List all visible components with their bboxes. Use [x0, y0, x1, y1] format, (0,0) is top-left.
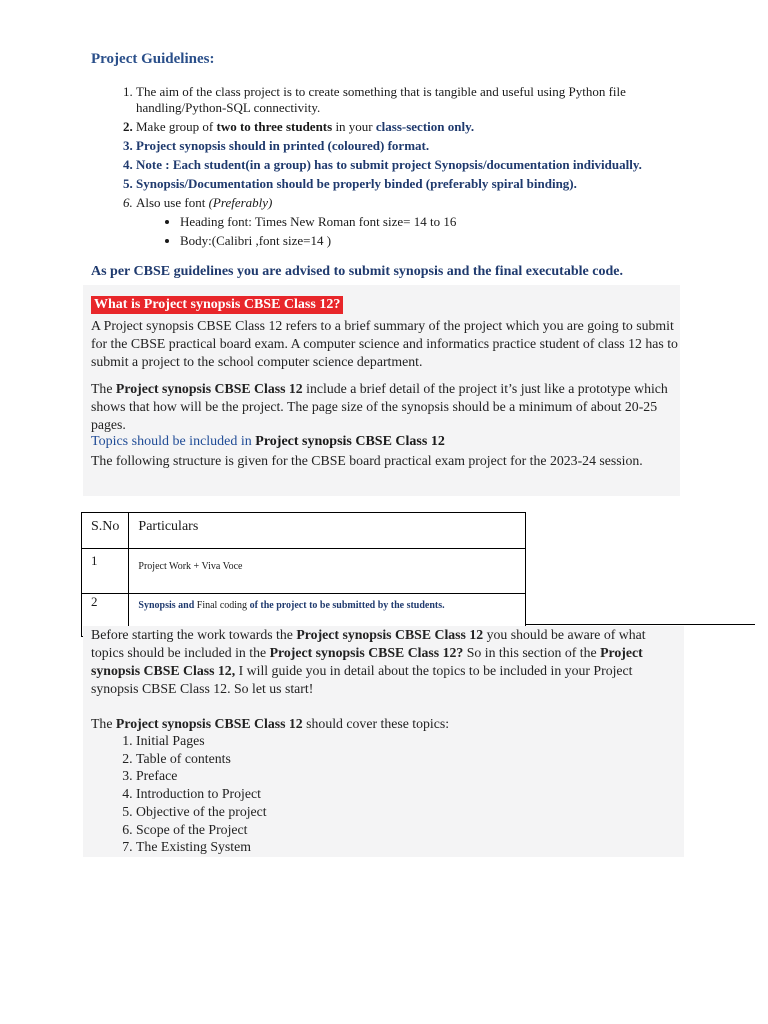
paragraph-1: A Project synopsis CBSE Class 12 refers to a brief summary of the project which you are going to submit for the CBSE practical board exam. A computer science and informatics practice student of class 12 has to submit a project to the school computer science department. [91, 318, 678, 369]
bullet-item: • Heading font: Times New Roman font size= 14 to 16 [180, 214, 716, 230]
guideline-item: 5. Synopsis/Documentation should be properly binded (preferably spiral binding). [136, 176, 716, 192]
guideline-item: 2. Make group of two to three students in your class-section only. [136, 119, 716, 135]
topics-line: Topics should be included in Project synopsis CBSE Class 12 [91, 434, 445, 449]
paragraph-5: The Project synopsis CBSE Class 12 should cover these topics: [91, 716, 450, 731]
table-cell: Synopsis and Final coding of the project to be submitted by the students. [129, 594, 526, 637]
font-bullets [136, 214, 716, 249]
structure-table [81, 512, 526, 637]
guideline-item: 1. The aim of the class project is to create something that is tangible and useful using Python file handling/Python-SQL connectivity. [136, 84, 716, 116]
list-item: 2. Table of contents [136, 750, 267, 768]
guideline-item: 6. Also use font (Preferably) • Heading font: Times New Roman font size= 14 to 16 • Body:(Calibri ,font size=14 ) [136, 195, 716, 249]
table-header-row [82, 513, 526, 549]
topic-list [91, 732, 267, 856]
paragraph-3: The following structure is given for the CBSE board practical exam project for the 2023-24 session. [91, 453, 643, 468]
table-cell: 2 [82, 594, 129, 637]
list-item: 6. Scope of the Project [136, 821, 267, 839]
guidelines-list [91, 84, 716, 252]
cbse-note: As per CBSE guidelines you are advised to submit synopsis and the final executable code. [91, 264, 623, 279]
guideline-item: 4. Note : Each student(in a group) has to submit project Synopsis/documentation individually. [136, 157, 716, 173]
page-heading: Project Guidelines: [91, 51, 215, 67]
paragraph-2: The Project synopsis CBSE Class 12 include a brief detail of the project it’s just like a prototype which shows that how will be the project. The page size of the synopsis should be a minimum of about 20-25 pages. [91, 381, 668, 432]
table-row [82, 549, 526, 594]
table-header-cell: S.No [82, 513, 129, 549]
bullet-item: • Body:(Calibri ,font size=14 ) [180, 233, 716, 249]
guideline-item: 3. Project synopsis should in printed (coloured) format. [136, 138, 716, 154]
list-item: 5. Objective of the project [136, 803, 267, 821]
list-item: 7. The Existing System [136, 838, 267, 856]
paragraph-4: Before starting the work towards the Project synopsis CBSE Class 12 you should be aware of what topics should be included in the Project synopsis CBSE Class 12? So in this section of the Project synopsis CBSE Class 12, I will guide you in detail about the topics to be included in your Project synopsis CBSE Class 12. So let us start! [91, 627, 646, 696]
divider-line [526, 624, 755, 625]
table-header-cell: Particulars [129, 513, 526, 549]
list-item: 1. Initial Pages [136, 732, 267, 750]
list-item: 3. Preface [136, 767, 267, 785]
list-item: 4. Introduction to Project [136, 785, 267, 803]
what-heading: What is Project synopsis CBSE Class 12? [91, 296, 343, 314]
table-cell: Project Work + Viva Voce [129, 549, 526, 594]
table-cell: 1 [82, 549, 129, 594]
